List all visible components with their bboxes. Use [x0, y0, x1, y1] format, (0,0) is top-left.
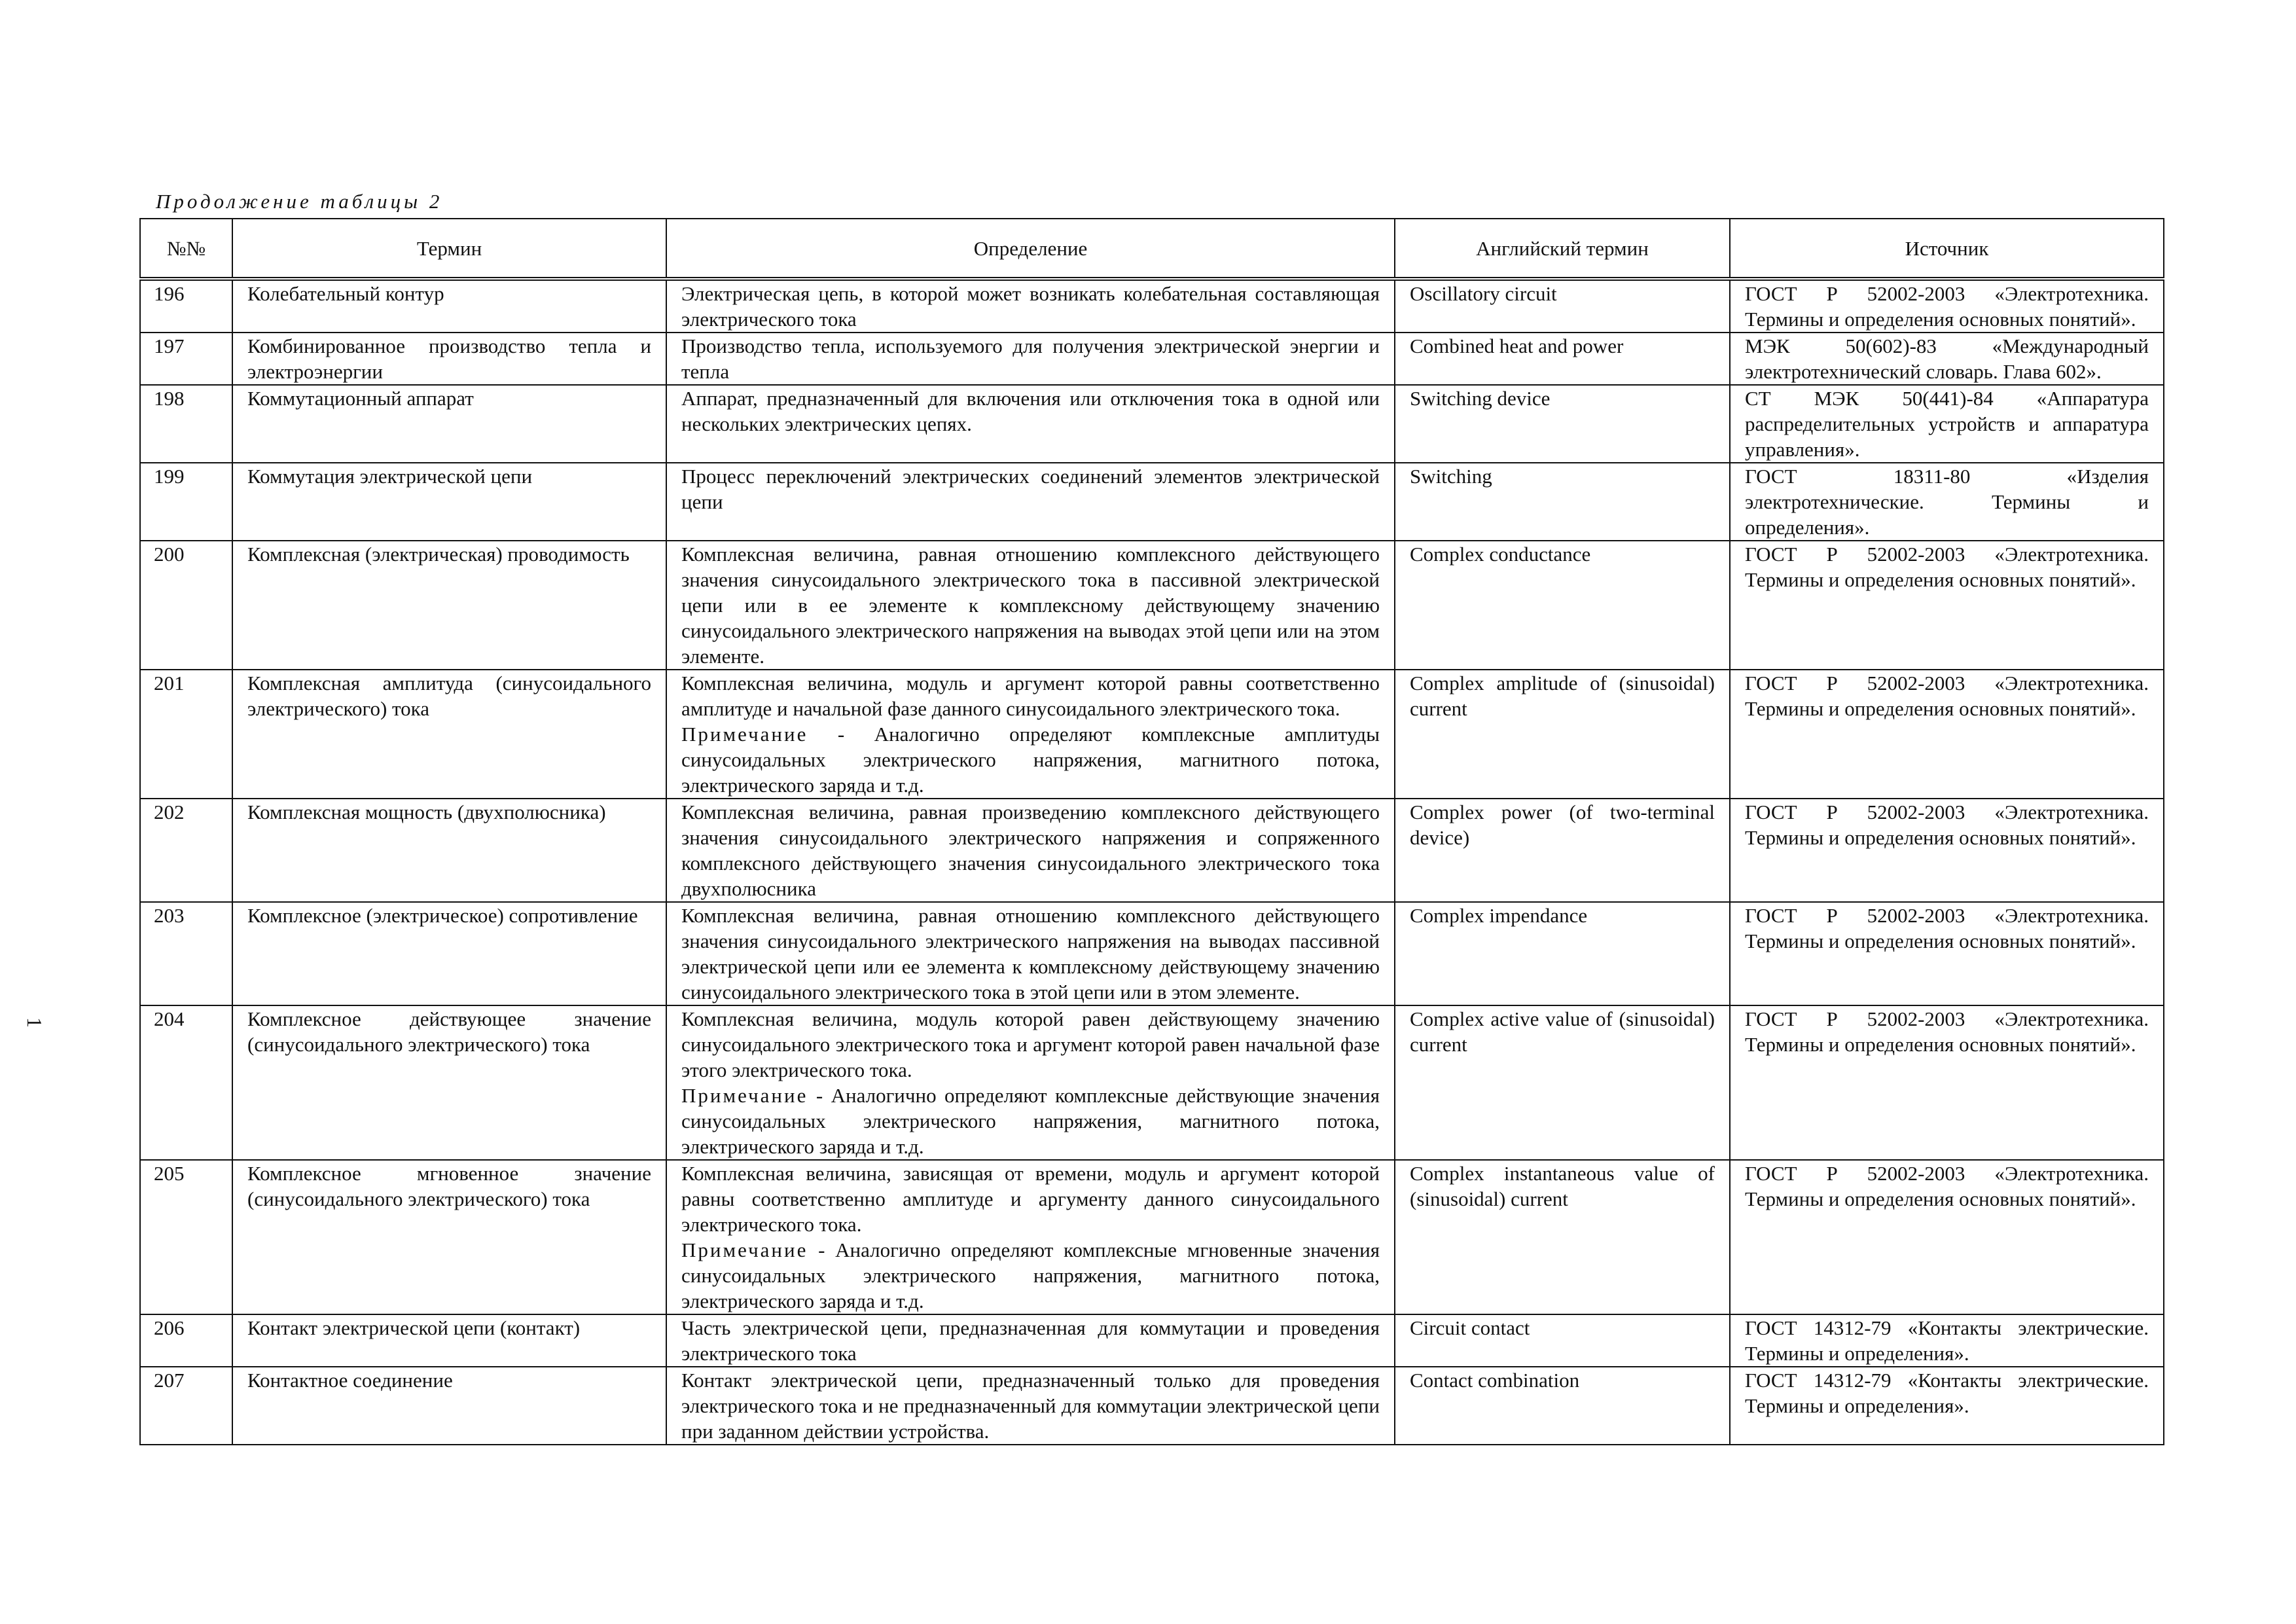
note-text: - Аналогично определяют комплексные амплитуды синусоидальных электрического напряжения, магнитного потока, электрического заряда и т.д.	[681, 723, 1380, 797]
row-number: 204	[140, 1005, 232, 1160]
table-row	[140, 1314, 2164, 1367]
header-english: Английский термин	[1395, 219, 1730, 279]
row-definition: Контакт электрической цепи, предназначенный только для проведения электрического тока и не предназначенный для коммутации электрической цепи при заданном действии устройства.	[666, 1367, 1395, 1445]
row-term: Комплексная амплитуда (синусоидального электрического) тока	[232, 670, 666, 799]
row-term: Комбинированное производство тепла и электроэнергии	[232, 333, 666, 385]
row-definition	[666, 1160, 1395, 1314]
note-label: Примечание	[681, 1238, 808, 1261]
table-row	[140, 670, 2164, 799]
definition-note	[681, 1083, 1380, 1159]
row-source: ГОСТ Р 52002-2003 «Электротехника. Термины и определения основных понятий».	[1730, 1005, 2164, 1160]
row-term: Комплексное мгновенное значение (синусоидального электрического) тока	[232, 1160, 666, 1314]
row-number: 199	[140, 463, 232, 541]
header-term: Термин	[232, 219, 666, 279]
row-definition: Комплексная величина, равная произведению комплексного действующего значения синусоидального электрического напряжения и сопряженного комплексного действующего значения синусоидального электрического тока двухполюсника	[666, 799, 1395, 902]
table-body	[140, 279, 2164, 1445]
row-english-term: Complex instantaneous value of (sinusoidal) current	[1395, 1160, 1730, 1314]
row-source: СТ МЭК 50(441)-84 «Аппаратура распределительных устройств и аппаратура управления».	[1730, 385, 2164, 463]
row-term: Контакт электрической цепи (контакт)	[232, 1314, 666, 1367]
row-term: Комплексное действующее значение (синусоидального электрического) тока	[232, 1005, 666, 1160]
row-english-term: Complex conductance	[1395, 541, 1730, 670]
table-row	[140, 1367, 2164, 1445]
row-definition: Процесс переключений электрических соединений элементов электрической цепи	[666, 463, 1395, 541]
header-source: Источник	[1730, 219, 2164, 279]
row-english-term: Contact combination	[1395, 1367, 1730, 1445]
page-side-mark: 1	[23, 1017, 46, 1028]
row-source: ГОСТ 18311-80 «Изделия электротехнические. Термины и определения».	[1730, 463, 2164, 541]
row-source: ГОСТ Р 52002-2003 «Электротехника. Термины и определения основных понятий».	[1730, 279, 2164, 333]
row-number: 200	[140, 541, 232, 670]
note-text: - Аналогично определяют комплексные мгновенные значения синусоидальных электрического напряжения, магнитного потока, электрического заряда и т.д.	[681, 1238, 1380, 1312]
table-row	[140, 333, 2164, 385]
row-definition	[666, 1005, 1395, 1160]
row-source: ГОСТ Р 52002-2003 «Электротехника. Термины и определения основных понятий».	[1730, 799, 2164, 902]
row-source: ГОСТ Р 52002-2003 «Электротехника. Термины и определения основных понятий».	[1730, 670, 2164, 799]
row-number: 197	[140, 333, 232, 385]
header-row	[140, 219, 2164, 279]
table-row	[140, 385, 2164, 463]
header-num: №№	[140, 219, 232, 279]
definition-text: Комплексная величина, модуль и аргумент которой равны соответственно амплитуде и начальной фазе данного синусоидального электрического тока.	[681, 672, 1380, 720]
row-number: 205	[140, 1160, 232, 1314]
table-row	[140, 463, 2164, 541]
row-definition: Часть электрической цепи, предназначенная для коммутации и проведения электрического тока	[666, 1314, 1395, 1367]
note-text: - Аналогично определяют комплексные действующие значения синусоидальных электрического напряжения, магнитного потока, электрического заряда и т.д.	[681, 1084, 1380, 1158]
row-definition	[666, 670, 1395, 799]
row-number: 206	[140, 1314, 232, 1367]
row-english-term: Oscillatory circuit	[1395, 279, 1730, 333]
row-term: Колебательный контур	[232, 279, 666, 333]
terms-table	[139, 218, 2164, 1445]
row-definition: Аппарат, предназначенный для включения или отключения тока в одной или нескольких электрических цепях.	[666, 385, 1395, 463]
row-source: МЭК 50(602)-83 «Международный электротехнический словарь. Глава 602».	[1730, 333, 2164, 385]
note-label: Примечание	[681, 723, 808, 746]
row-english-term: Complex amplitude of (sinusoidal) current	[1395, 670, 1730, 799]
row-definition: Комплексная величина, равная отношению комплексного действующего значения синусоидального электрического напряжения на выводах пассивной электрической цепи или ее элемента к комплексному действующему значению синусоидального электрического тока в этой цепи или в этом элементе.	[666, 902, 1395, 1005]
row-term: Коммутационный аппарат	[232, 385, 666, 463]
row-english-term: Complex power (of two-terminal device)	[1395, 799, 1730, 902]
row-number: 198	[140, 385, 232, 463]
row-source: ГОСТ Р 52002-2003 «Электротехника. Термины и определения основных понятий».	[1730, 902, 2164, 1005]
table-row	[140, 799, 2164, 902]
row-english-term: Switching	[1395, 463, 1730, 541]
row-english-term: Complex active value of (sinusoidal) current	[1395, 1005, 1730, 1160]
table-caption: Продолжение таблицы 2	[156, 190, 443, 213]
table-row	[140, 279, 2164, 333]
row-definition: Комплексная величина, равная отношению комплексного действующего значения синусоидального электрического тока в пассивной электрической цепи или в ее элементе к комплексному действующему значению синусоидального электрического напряжения на выводах этой цепи или на этом элементе.	[666, 541, 1395, 670]
row-english-term: Combined heat and power	[1395, 333, 1730, 385]
row-english-term: Complex impendance	[1395, 902, 1730, 1005]
row-source: ГОСТ 14312-79 «Контакты электрические. Термины и определения».	[1730, 1367, 2164, 1445]
table-row	[140, 902, 2164, 1005]
table-row	[140, 541, 2164, 670]
definition-text: Комплексная величина, зависящая от времени, модуль и аргумент которой равны соответственно амплитуде и аргументу данного синусоидального электрического тока.	[681, 1162, 1380, 1236]
row-source: ГОСТ Р 52002-2003 «Электротехника. Термины и определения основных понятий».	[1730, 541, 2164, 670]
row-english-term: Circuit contact	[1395, 1314, 1730, 1367]
row-term: Контактное соединение	[232, 1367, 666, 1445]
row-number: 207	[140, 1367, 232, 1445]
table-row	[140, 1005, 2164, 1160]
row-number: 202	[140, 799, 232, 902]
definition-note	[681, 721, 1380, 798]
definition-text: Комплексная величина, модуль которой равен действующему значению синусоидального электрического тока и аргумент которой равен начальной фазе этого электрического тока.	[681, 1007, 1380, 1081]
table-header	[140, 219, 2164, 279]
row-source: ГОСТ 14312-79 «Контакты электрические. Термины и определения».	[1730, 1314, 2164, 1367]
row-definition: Производство тепла, используемого для получения электрической энергии и тепла	[666, 333, 1395, 385]
row-term: Коммутация электрической цепи	[232, 463, 666, 541]
row-english-term: Switching device	[1395, 385, 1730, 463]
row-term: Комплексное (электрическое) сопротивление	[232, 902, 666, 1005]
note-label: Примечание	[681, 1084, 808, 1107]
row-number: 203	[140, 902, 232, 1005]
header-definition: Определение	[666, 219, 1395, 279]
row-term: Комплексная (электрическая) проводимость	[232, 541, 666, 670]
row-definition: Электрическая цепь, в которой может возникать колебательная составляющая электрического тока	[666, 279, 1395, 333]
row-number: 201	[140, 670, 232, 799]
table-row	[140, 1160, 2164, 1314]
definition-note	[681, 1237, 1380, 1314]
row-term: Комплексная мощность (двухполюсника)	[232, 799, 666, 902]
row-number: 196	[140, 279, 232, 333]
row-source: ГОСТ Р 52002-2003 «Электротехника. Термины и определения основных понятий».	[1730, 1160, 2164, 1314]
